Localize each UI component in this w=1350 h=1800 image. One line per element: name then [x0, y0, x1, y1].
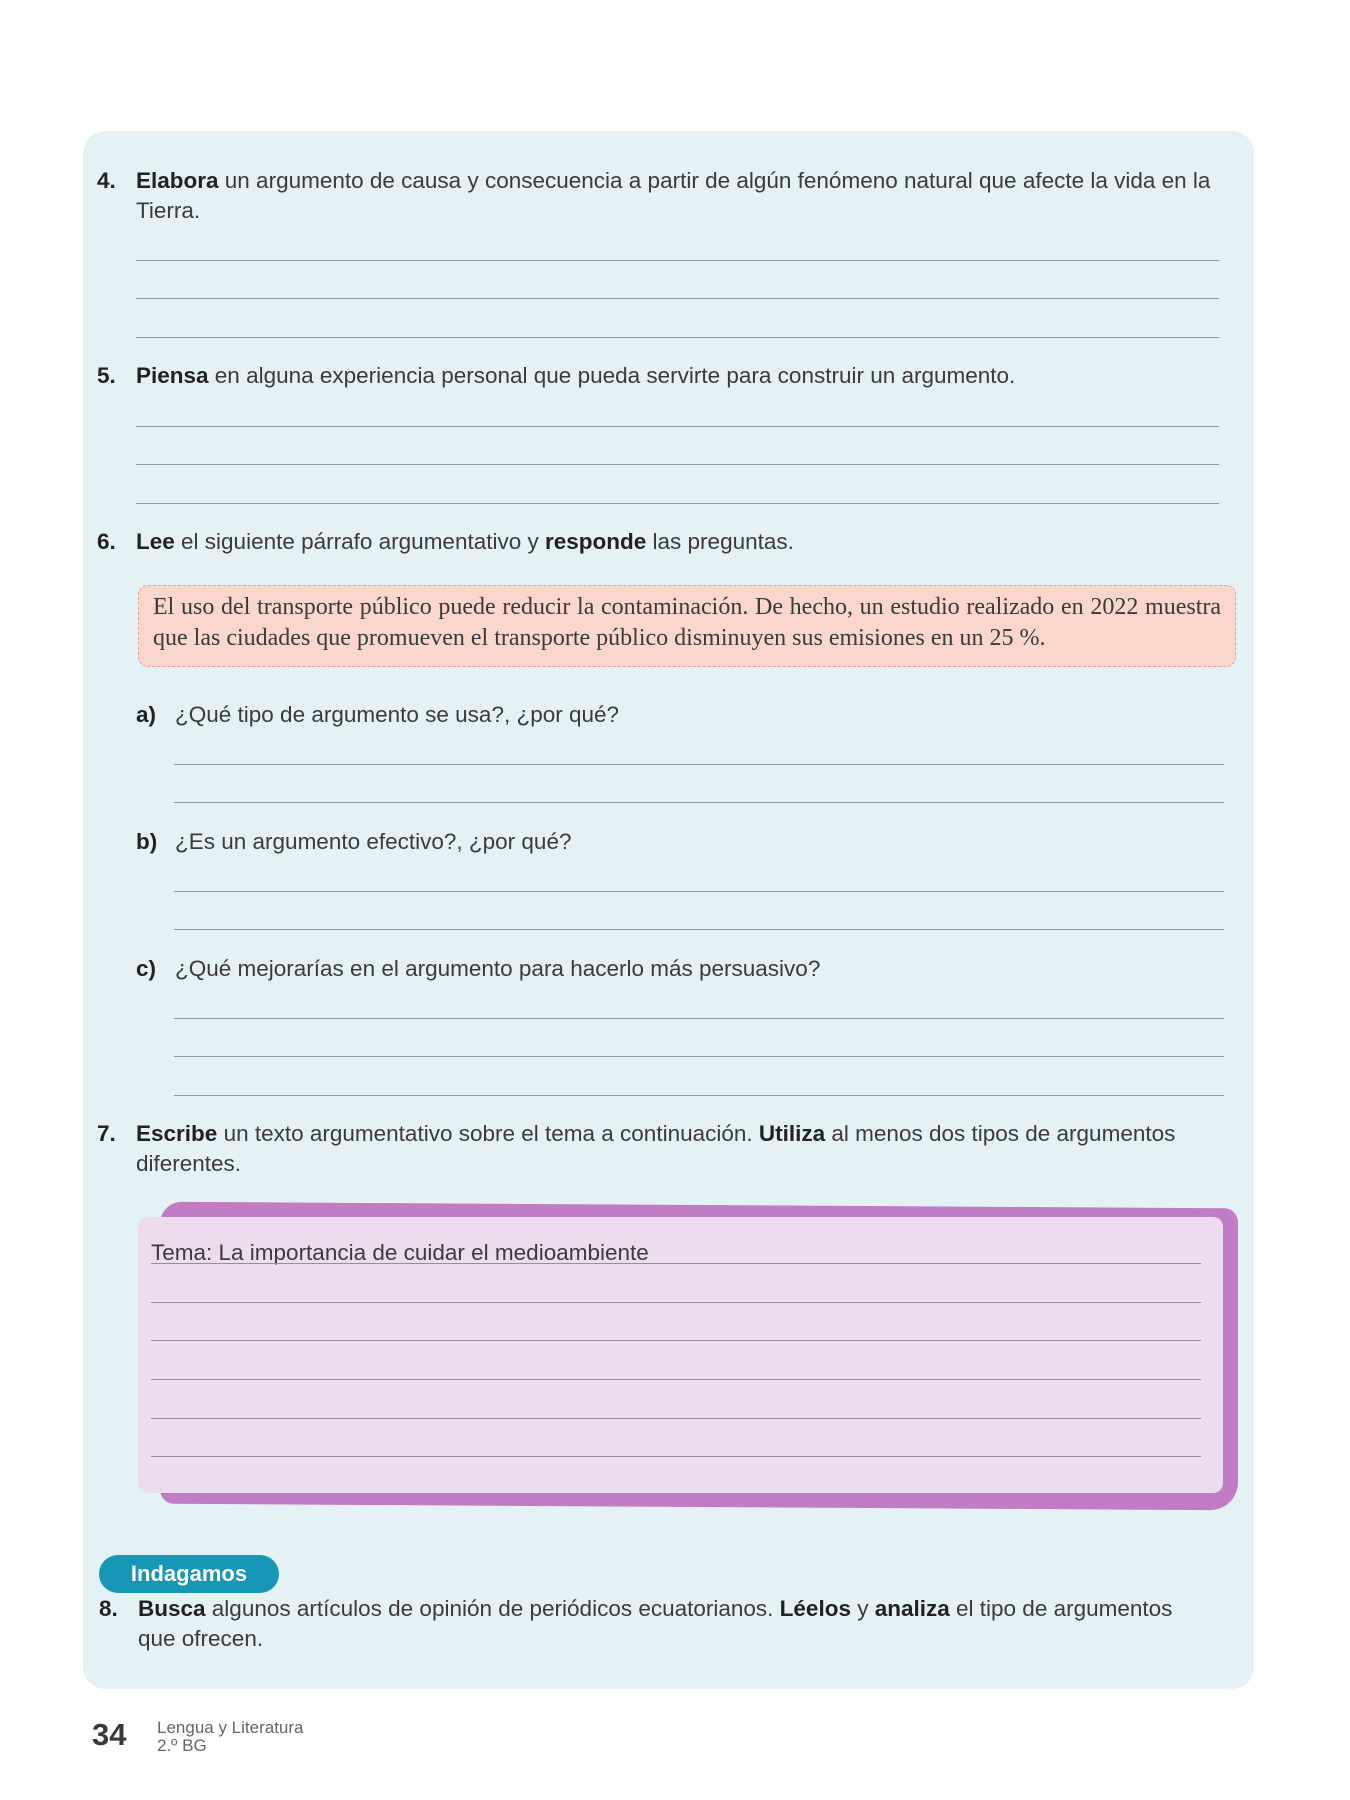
q6c-prompt: ¿Qué mejorarías en el argumento para hacerlo más persuasivo? — [175, 956, 821, 981]
q5-number: 5. — [97, 363, 116, 388]
writing-line[interactable] — [151, 1418, 1201, 1419]
writing-line[interactable] — [151, 1302, 1201, 1303]
q6-number: 6. — [97, 529, 116, 554]
answer-line[interactable] — [136, 464, 1219, 465]
q6-prompt: Lee el siguiente párrafo argumentativo y responde las preguntas. — [136, 529, 794, 554]
q8-prompt: Busca algunos artículos de opinión de periódicos ecuatorianos. Léelos y analiza el tipo de argumentos que ofrecen. — [138, 1596, 1173, 1651]
answer-line[interactable] — [136, 298, 1219, 299]
writing-line[interactable] — [151, 1456, 1201, 1457]
answer-line[interactable] — [174, 802, 1224, 803]
answer-line[interactable] — [136, 503, 1219, 504]
answer-line[interactable] — [174, 891, 1224, 892]
footer-grade: 2.º BG — [157, 1736, 207, 1755]
answer-line[interactable] — [136, 337, 1219, 338]
q7-number: 7. — [97, 1121, 116, 1146]
writing-line[interactable] — [151, 1379, 1201, 1380]
page-number: 34 — [92, 1717, 127, 1752]
answer-line[interactable] — [174, 764, 1224, 765]
answer-line[interactable] — [174, 1095, 1224, 1096]
topic-label: Tema: La importancia de cuidar el medioambiente — [151, 1240, 649, 1265]
footer-book-info — [157, 1719, 304, 1755]
argument-quote-box: El uso del transporte público puede reducir la contaminación. De hecho, un estudio realizado en 2022 muestra que las ciudades que promueven el transporte público disminuyen sus emisiones en un 25 %. — [138, 585, 1236, 667]
q6c-label: c) — [136, 956, 157, 981]
q5-prompt: Piensa en alguna experiencia personal que pueda servirte para construir un argumento. — [136, 363, 1016, 388]
answer-line[interactable] — [174, 1018, 1224, 1019]
q4-number: 4. — [97, 168, 116, 193]
writing-line[interactable] — [151, 1263, 1201, 1264]
q7-prompt: Escribe un texto argumentativo sobre el tema a continuación. Utiliza al menos dos tipos de argumentos diferentes. — [136, 1121, 1176, 1176]
q4-prompt: Elabora un argumento de causa y consecuencia a partir de algún fenómeno natural que afecte la vida en la Tierra. — [136, 168, 1211, 223]
q6a-label: a) — [136, 702, 157, 727]
q6b-label: b) — [136, 829, 158, 854]
writing-line[interactable] — [151, 1340, 1201, 1341]
answer-line[interactable] — [174, 1056, 1224, 1057]
footer-subject: Lengua y Literatura — [157, 1718, 304, 1737]
answer-line[interactable] — [136, 426, 1219, 427]
answer-line[interactable] — [136, 260, 1219, 261]
section-badge-indagamos: Indagamos — [99, 1555, 279, 1593]
q6a-prompt: ¿Qué tipo de argumento se usa?, ¿por qué? — [175, 702, 620, 727]
answer-line[interactable] — [174, 929, 1224, 930]
q8-number: 8. — [99, 1596, 118, 1621]
q6b-prompt: ¿Es un argumento efectivo?, ¿por qué? — [175, 829, 572, 854]
